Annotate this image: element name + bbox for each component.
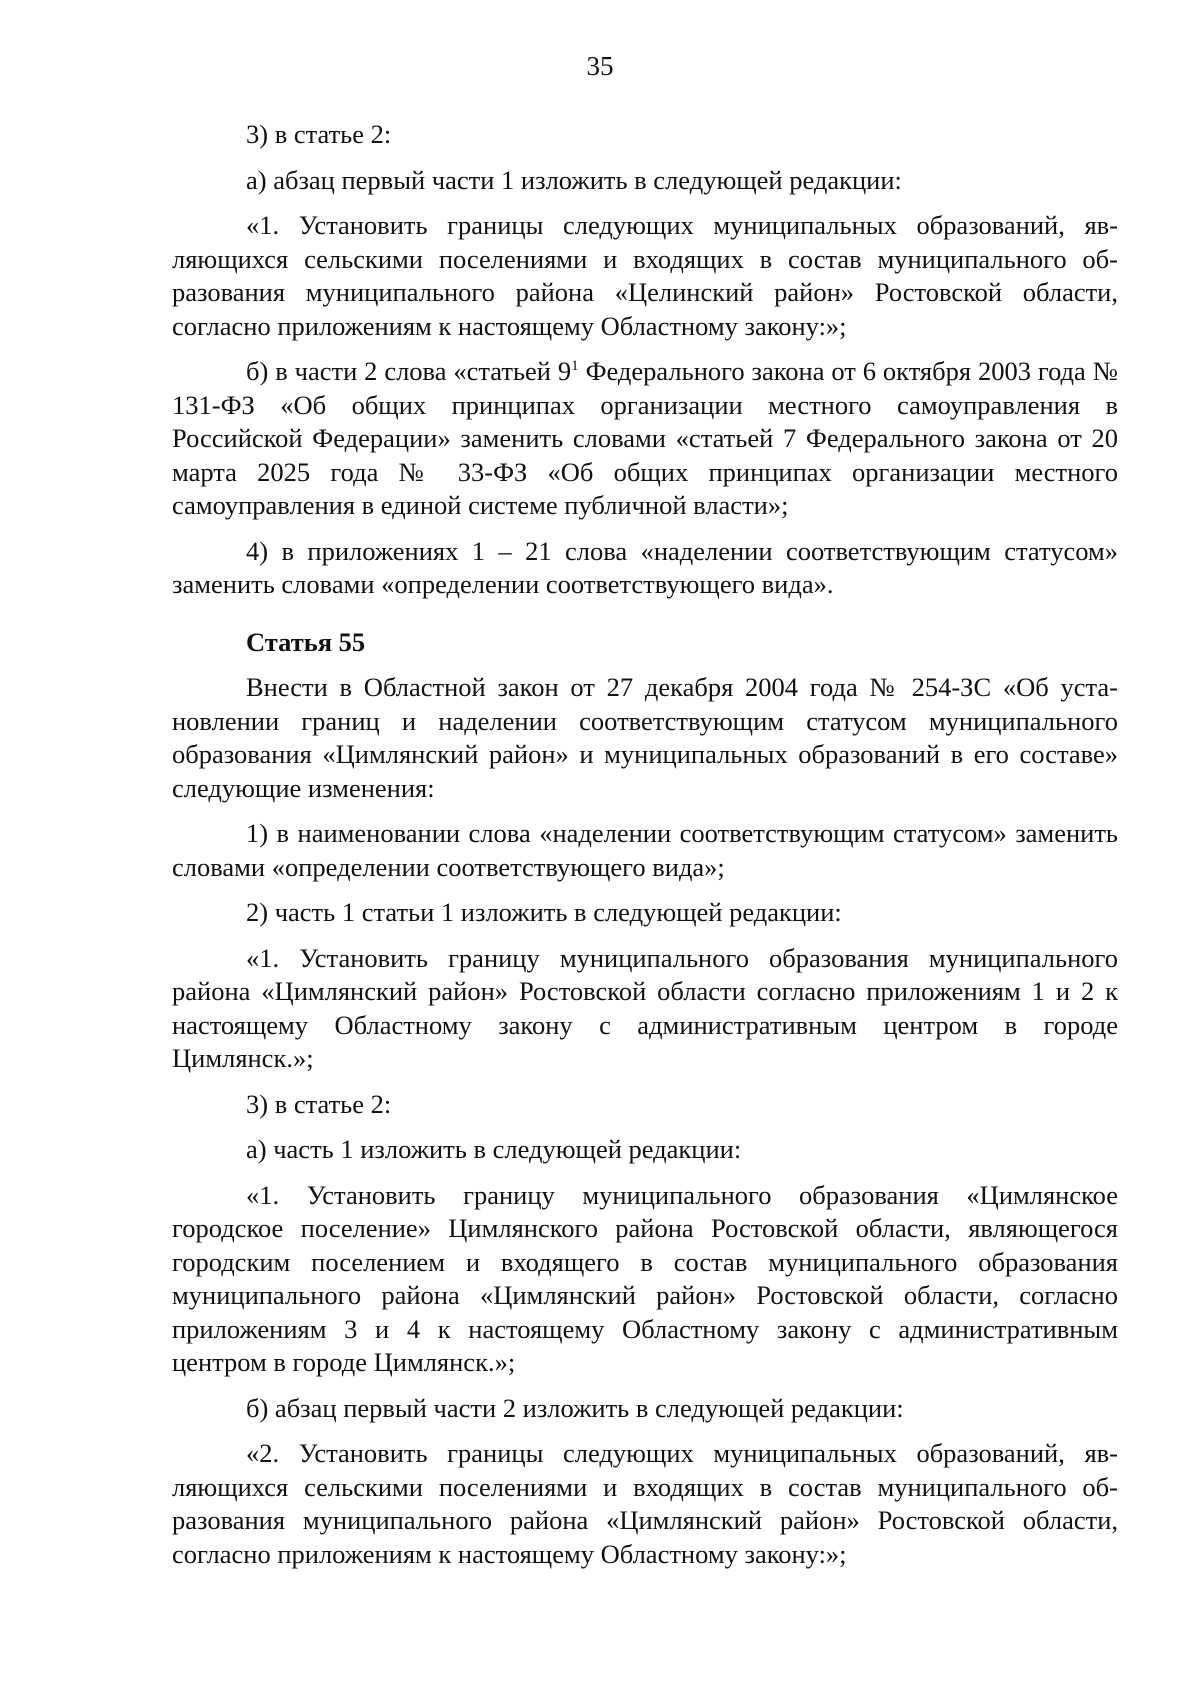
- superscript: 1: [571, 358, 579, 375]
- article-heading: Статья 55: [246, 626, 366, 657]
- paragraph-item4: 4) в приложениях 1 – 21 слова «наделении соответствующим статусом» заменить словами «определении соответствующего вида».: [172, 535, 1118, 599]
- paragraph-quote-urban-settlement: «1. Установить границу муниципального образования «Цимлянское городское поселение» Цимлянского района Ростовской области, являющегося городским поселением и входящего в состав муниципального образования муниципального района «Цимлянский район» Ростовской области, согласно приложениям 3 и 4 к настоящему Областному закону с административным центром в городе Цимлянск.»;: [172, 1179, 1118, 1377]
- paragraph-subitem-b: [172, 355, 1118, 523]
- document-body: [172, 118, 1118, 1583]
- paragraph-subitem-b-start: б) в части 2 слова «статьей 9: [246, 356, 572, 386]
- paragraph-quote-part1: «1. Установить границы следующих муниципальных образований, являющихся сельскими поселениями и входящих в состав муниципального образования муниципального района «Целинский район» Ростовской области, согласно приложениям к настоящему Областному закону:»;: [172, 210, 1118, 341]
- paragraph-item3-subitem-a: а) часть 1 изложить в следующей редакции:: [246, 1134, 742, 1164]
- paragraph-quote-part2: «2. Установить границы следующих муниципальных образований, являющихся сельскими поселениями и входящих в состав муниципального образования муниципального района «Цимлянский район» Ростовской области, согласно приложениям к настоящему Областному закону:»;: [172, 1438, 1118, 1569]
- paragraph-article2-item3: 3) в статье 2:: [246, 119, 392, 149]
- paragraph-article-intro: Внести в Областной закон от 27 декабря 2004 года № 254-ЗС «Об установлении границ и наделении соответствующим статусом муниципального образования «Цимлянский район» и муниципальных образований в его составе» следующие изменения:: [172, 672, 1118, 803]
- page-number: 35: [586, 51, 614, 81]
- paragraph-subitem-b-end: Федерального закона от 6 октября 2003 года № 131-ФЗ «Об общих принципах организации местного самоуправления в Российской Федерации» заменить словами «статьей 7 Федерального закона от 20 марта 2025 года № 33-ФЗ «Об общих принципах организации местного самоуправления в единой системе публичной власти»;: [172, 356, 1118, 520]
- paragraph-subitem-a: а) абзац первый части 1 изложить в следующей редакции:: [246, 164, 902, 195]
- paragraph-quote-article1: «1. Установить границу муниципального образования муниципального района «Цимлянский район» Ростовской области согласно приложениям 1 и 2 к настоящему Областному закону с административным центром в городе Цимлянск.»;: [172, 942, 1118, 1073]
- paragraph-item3-subitem-b: б) абзац первый части 2 изложить в следующей редакции:: [246, 1392, 904, 1423]
- paragraph-item3: 3) в статье 2:: [246, 1088, 392, 1119]
- paragraph-item2: 2) часть 1 статьи 1 изложить в следующей редакции:: [246, 897, 842, 927]
- paragraph-item1: 1) в наименовании слова «наделении соответствующим статусом» заменить словами «определении соответствующего вида»;: [172, 818, 1118, 882]
